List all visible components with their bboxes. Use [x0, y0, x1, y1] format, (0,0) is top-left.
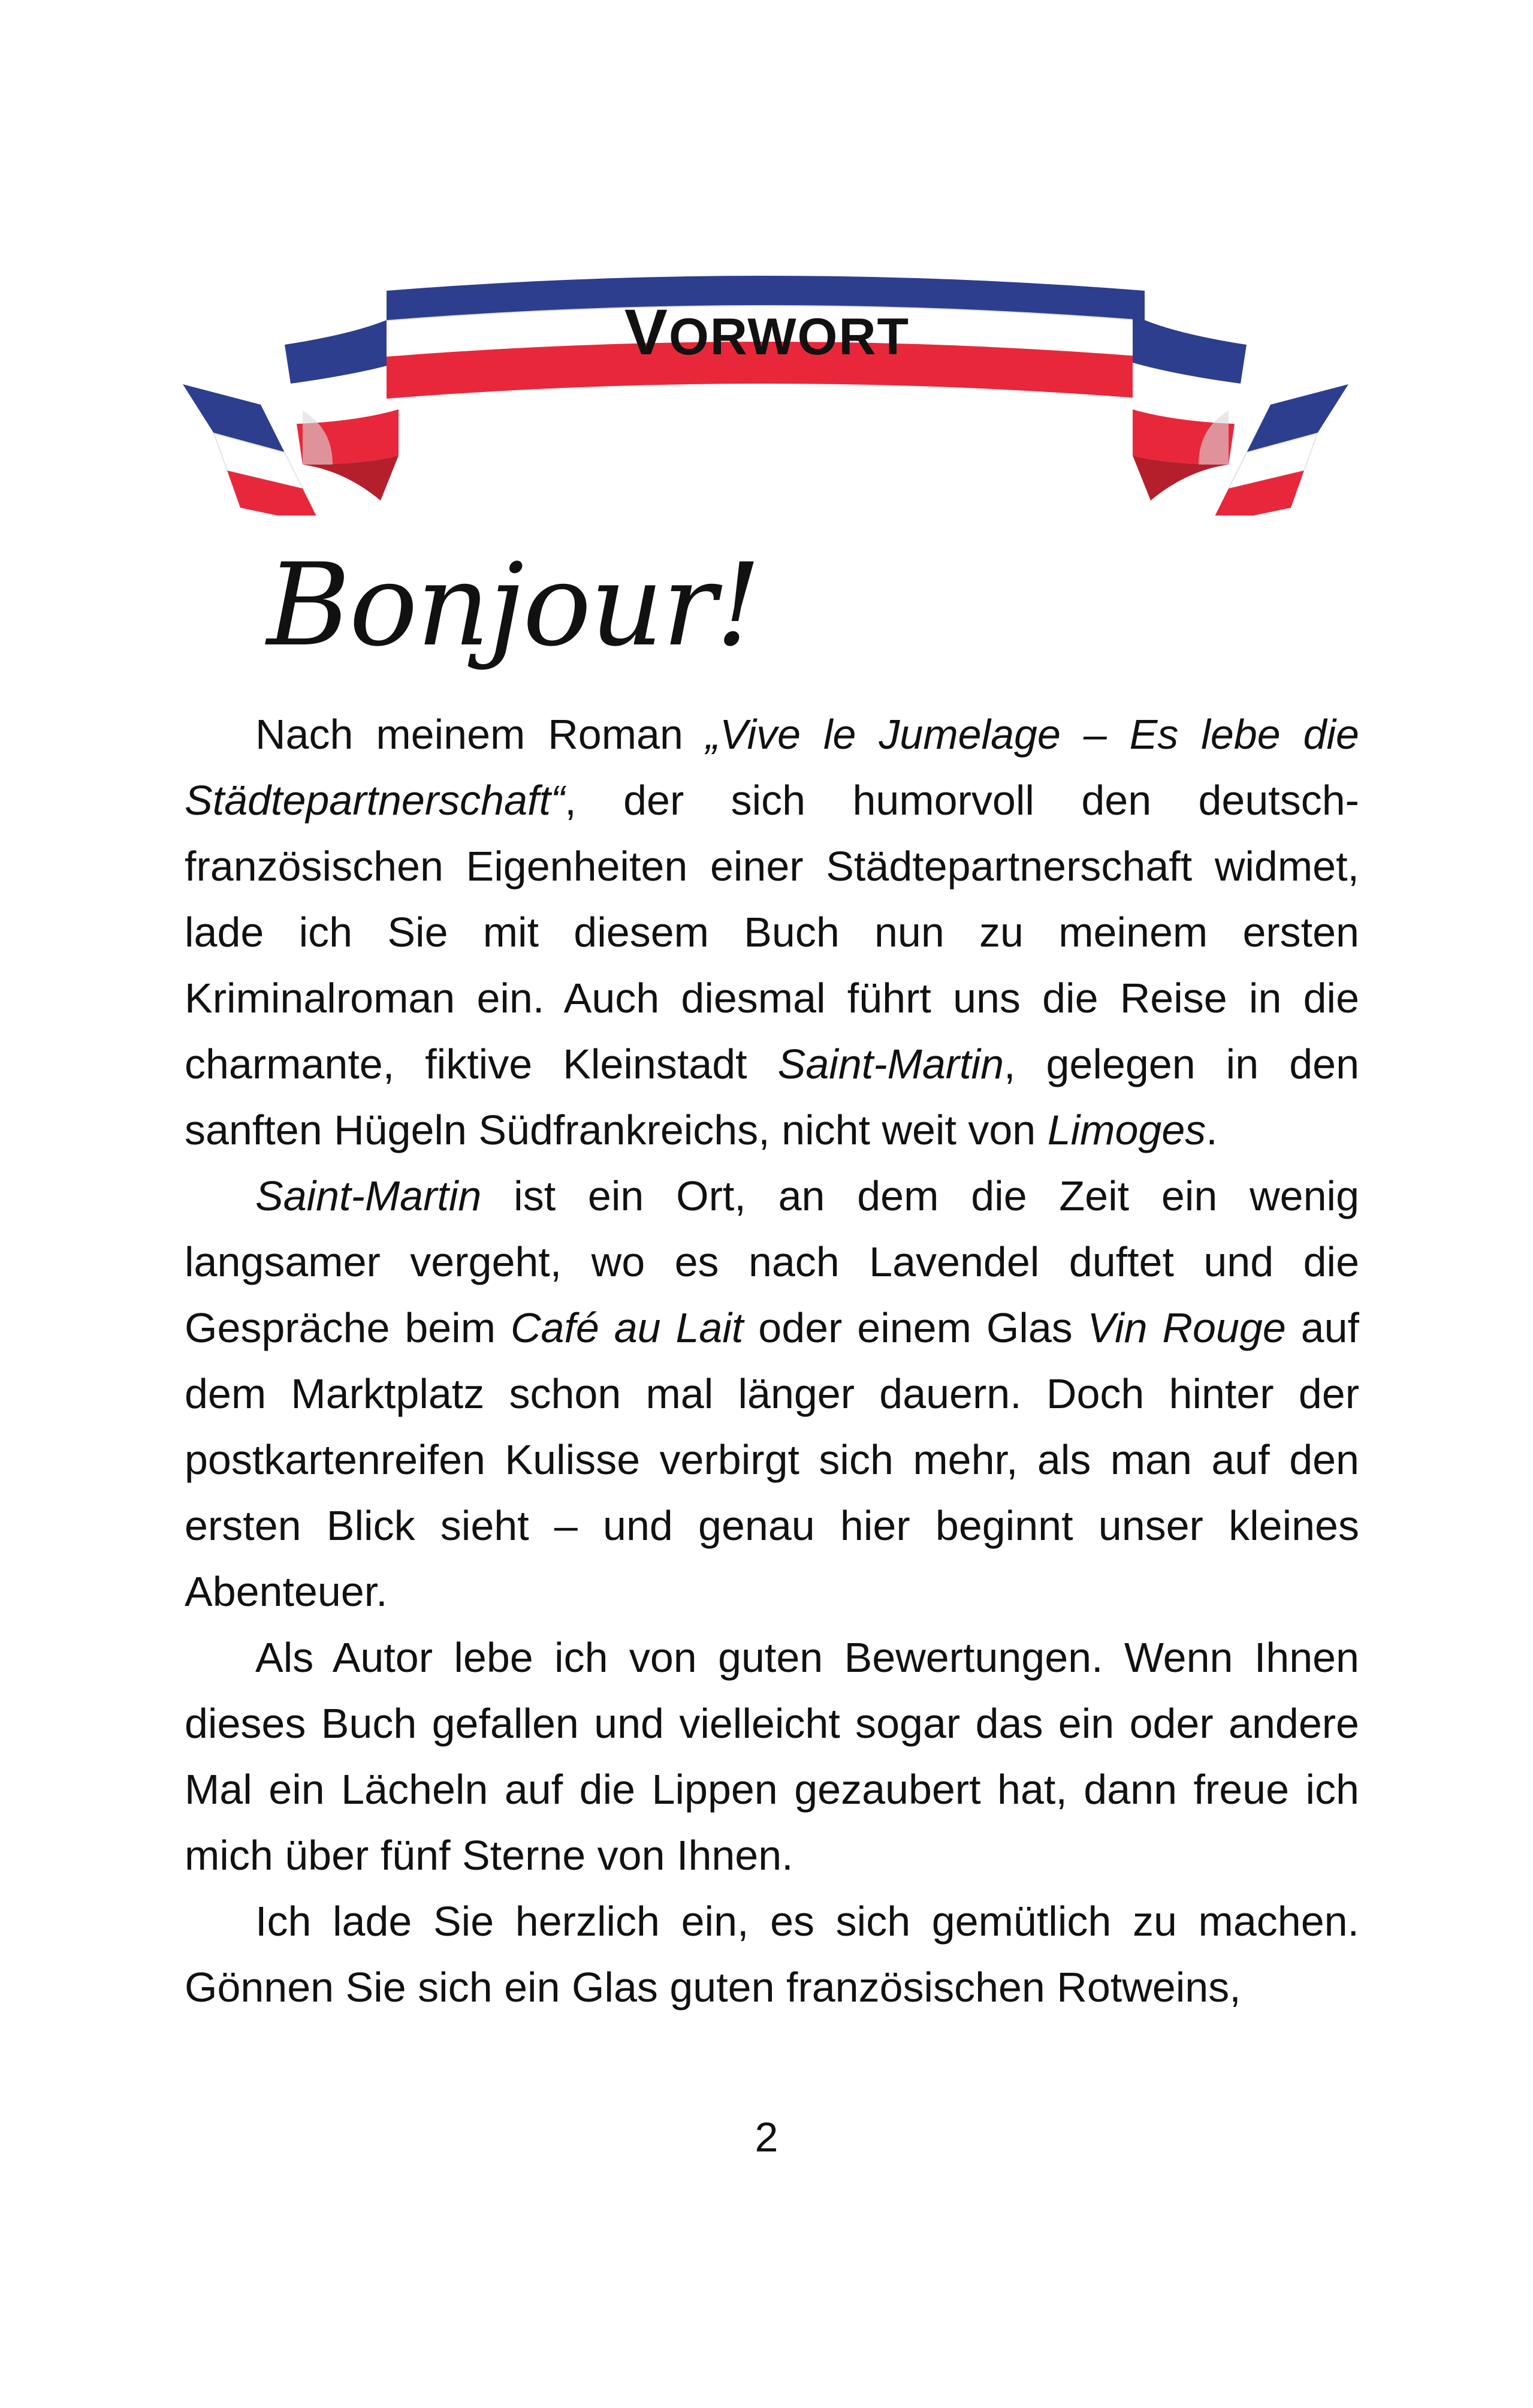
text-run: .: [1206, 1107, 1218, 1153]
text-run: oder einem Glas: [743, 1304, 1088, 1351]
text-run: auf dem Marktplatz schon mal länger dauern. Doch hinter der postkartenreifen Kulisse verbirgt sich mehr, als man auf den ersten Blick sieht – und genau hier beginnt unser kleines Abenteuer.: [185, 1304, 1359, 1615]
paragraph: [185, 1625, 1359, 1888]
italic-text-run: Café au Lait: [510, 1304, 744, 1351]
ribbon-right-fold: [1133, 315, 1247, 501]
paragraph: [185, 1888, 1359, 2020]
italic-text-run: Saint-Martin: [255, 1173, 482, 1219]
body-text: [185, 701, 1359, 2020]
page-number: 2: [755, 2114, 778, 2160]
chapter-heading: VORWORT: [624, 296, 910, 368]
text-run: Nach meinem Roman: [255, 711, 706, 758]
text-run: Als Autor lebe ich von guten Bewertungen. Wenn Ihnen dieses Buch gefallen und vielleicht sogar das ein oder andere Mal ein Lächeln auf die Lippen gezaubert hat, dann freue ich mich über fünf Sterne von Ihnen.: [185, 1634, 1359, 1879]
text-run: , gelegen in den sanften Hügeln Südfrankreichs, nicht weit von: [185, 1041, 1359, 1153]
paragraph: [185, 701, 1359, 1163]
text-run: ist ein Ort, an dem die Zeit ein wenig langsamer vergeht, wo es nach Lavendel duftet und die Gespräche beim: [185, 1173, 1359, 1351]
text-run: Ich lade Sie herzlich ein, es sich gemütlich zu machen. Gönnen Sie sich ein Glas guten französischen Rotweins,: [185, 1898, 1359, 2011]
greeting-script: Bonjour!: [267, 539, 761, 671]
italic-text-run: Vin Rouge: [1087, 1304, 1286, 1351]
text-run: , der sich humorvoll den deutsch-französischen Eigenheiten einer Städtepartnerschaft widmet, lade ich Sie mit diesem Buch nun zu meinem ersten Kriminalroman ein. Auch diesmal führt uns die Reise in die charmante, fiktive Kleinstadt: [185, 777, 1359, 1087]
paragraph: [185, 1163, 1359, 1625]
italic-text-run: Limoges: [1047, 1107, 1206, 1153]
italic-text-run: Saint-Martin: [777, 1041, 1004, 1087]
ribbon-left-fold: [285, 315, 399, 501]
italic-text-run: „Vive le Jumelage – Es lebe die Städtepartnerschaft“: [185, 711, 1359, 824]
